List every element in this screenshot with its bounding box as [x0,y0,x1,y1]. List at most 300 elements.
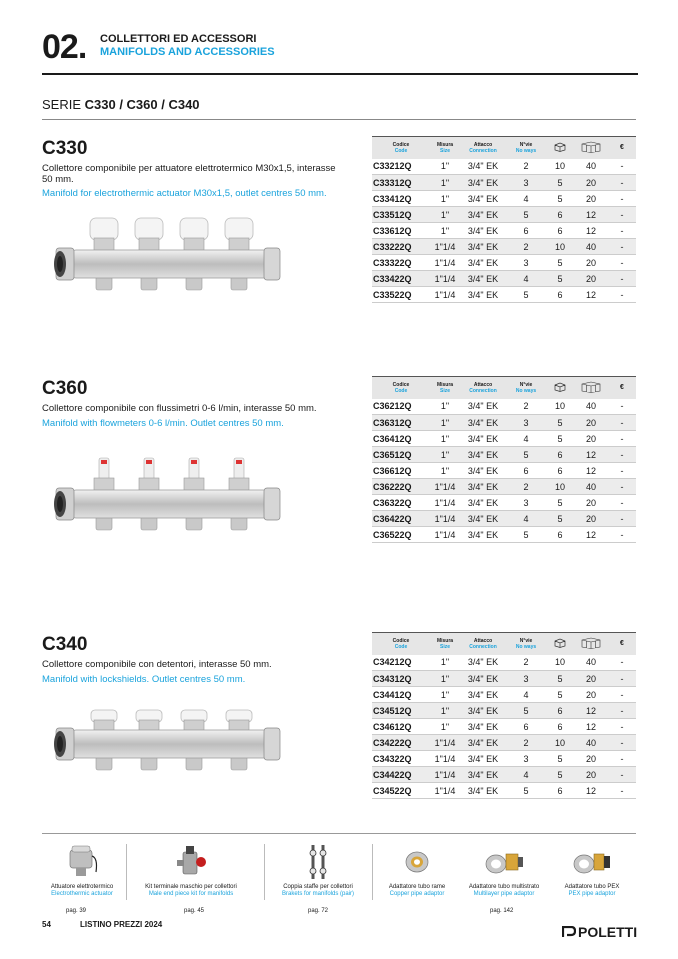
ways-cell: 5 [506,447,546,463]
table-row[interactable] [372,479,636,495]
box-qty-cell: 5 [546,511,574,527]
series-divider [42,119,636,120]
price-cell: - [608,703,636,719]
accessory-actuator[interactable] [42,840,122,898]
price-cell: - [608,447,636,463]
carton-qty-cell: 40 [574,399,608,415]
price-cell: - [608,783,636,799]
page-ref-end-kit[interactable]: pag. 45 [184,908,205,914]
carton-qty-cell: 20 [574,767,608,783]
table-row[interactable] [372,527,636,543]
ways-cell: 4 [506,687,546,703]
ways-cell: 5 [506,703,546,719]
connection-cell: 3/4" EK [460,223,506,239]
carton-qty-cell: 40 [574,159,608,175]
accessory-label-it: Kit terminale maschio per collettori [145,884,237,890]
ways-cell: 4 [506,271,546,287]
code-cell: C34212Q [372,655,430,671]
product-section-c340 [42,634,636,864]
price-cell: - [608,687,636,703]
box-qty-cell: 10 [546,399,574,415]
connection-cell: 3/4" EK [460,735,506,751]
accessory-label-en: Electrothermic actuator [51,891,113,897]
product-section-c330 [42,138,636,368]
size-cell: 1" [430,223,460,239]
table-row[interactable] [372,463,636,479]
box-icon [546,137,574,159]
connection-cell: 3/4" EK [460,431,506,447]
price-cell: - [608,287,636,303]
table-row[interactable] [372,751,636,767]
accessory-label-it: Adattatore tubo rame [388,884,446,890]
connection-cell: 3/4" EK [460,671,506,687]
size-cell: 1"1/4 [430,287,460,303]
table-row[interactable] [372,159,636,175]
box-qty-cell: 5 [546,191,574,207]
table-row[interactable] [372,783,636,799]
ways-cell: 3 [506,415,546,431]
carton-qty-cell: 20 [574,687,608,703]
carton-qty-cell: 20 [574,671,608,687]
connection-cell: 3/4" EK [460,527,506,543]
product-photo [52,456,282,541]
box-qty-cell: 6 [546,447,574,463]
table-row[interactable] [372,415,636,431]
size-cell: 1" [430,207,460,223]
code-cell: C36322Q [372,495,430,511]
code-cell: C34512Q [372,703,430,719]
end-piece-kit-icon [136,840,246,884]
size-cell: 1"1/4 [430,527,460,543]
box-qty-cell: 5 [546,671,574,687]
box-qty-cell: 5 [546,687,574,703]
size-cell: 1" [430,415,460,431]
table-row[interactable] [372,671,636,687]
connection-cell: 3/4" EK [460,495,506,511]
price-cell: - [608,495,636,511]
carton-qty-cell: 40 [574,479,608,495]
ways-cell: 6 [506,719,546,735]
size-cell: 1"1/4 [430,735,460,751]
connection-cell: 3/4" EK [460,655,506,671]
section-desc-en: Manifold with lockshields. Outlet centres 50 mm. [42,674,246,685]
brand-logo [562,924,637,940]
ways-cell: 3 [506,255,546,271]
box-qty-cell: 6 [546,223,574,239]
section-title: C330 [42,138,88,159]
header-divider [42,73,638,75]
table-row[interactable] [372,239,636,255]
connection-cell: 3/4" EK [460,447,506,463]
price-table [372,136,636,303]
page-ref-adaptors[interactable]: pag. 142 [490,908,514,914]
multilayer-adaptor-icon [458,840,550,884]
size-cell: 1" [430,687,460,703]
logo-mark-icon [562,926,576,938]
bracket-icon [276,840,360,884]
code-cell: C33422Q [372,271,430,287]
size-cell: 1" [430,191,460,207]
price-cell: - [608,767,636,783]
price-table [372,376,636,543]
carton-qty-cell: 12 [574,719,608,735]
accessory-pex-adaptor[interactable] [554,840,630,898]
col-price: € [620,639,624,647]
price-cell: - [608,479,636,495]
price-cell: - [608,207,636,223]
accessory-label-en: Multilayer pipe adaptor [473,891,535,897]
box-qty-cell: 6 [546,527,574,543]
box-qty-cell: 10 [546,735,574,751]
accessory-label-en: PEX pipe adaptor [568,891,616,897]
size-cell: 1" [430,655,460,671]
accessory-brackets[interactable] [276,840,360,898]
size-cell: 1"1/4 [430,783,460,799]
accessory-label-en: Copper pipe adaptor [389,891,445,897]
table-header-row [372,137,636,159]
carton-qty-cell: 20 [574,175,608,191]
code-cell: C34322Q [372,751,430,767]
size-cell: 1" [430,671,460,687]
code-cell: C36612Q [372,463,430,479]
code-cell: C34422Q [372,767,430,783]
table-header-row [372,377,636,399]
connection-cell: 3/4" EK [460,719,506,735]
ways-cell: 3 [506,751,546,767]
price-cell: - [608,655,636,671]
carton-qty-cell: 20 [574,271,608,287]
table-row[interactable] [372,191,636,207]
carton-qty-cell: 40 [574,655,608,671]
col-size: Misura Size [436,141,454,154]
accessory-label-it: Adattatore tubo PEX [564,884,620,890]
connection-cell: 3/4" EK [460,767,506,783]
carton-qty-cell: 20 [574,431,608,447]
code-cell: C36212Q [372,399,430,415]
connection-cell: 3/4" EK [460,255,506,271]
ways-cell: 2 [506,239,546,255]
size-cell: 1"1/4 [430,511,460,527]
col-code: Codice Code [392,381,410,394]
box-qty-cell: 6 [546,783,574,799]
size-cell: 1" [430,159,460,175]
code-cell: C33312Q [372,175,430,191]
connection-cell: 3/4" EK [460,783,506,799]
chapter-header [42,30,638,76]
carton-qty-cell: 12 [574,223,608,239]
col-price: € [620,143,624,151]
ways-cell: 6 [506,223,546,239]
col-size: Misura Size [436,637,454,650]
price-cell: - [608,719,636,735]
box-qty-cell: 6 [546,207,574,223]
table-row[interactable] [372,495,636,511]
carton-qty-cell: 40 [574,735,608,751]
code-cell: C33322Q [372,255,430,271]
col-connection: Attacco Connection [469,637,497,650]
connection-cell: 3/4" EK [460,175,506,191]
size-cell: 1" [430,703,460,719]
col-code: Codice Code [392,637,410,650]
ways-cell: 5 [506,287,546,303]
table-row[interactable] [372,655,636,671]
table-row[interactable] [372,719,636,735]
ways-cell: 5 [506,207,546,223]
code-cell: C34412Q [372,687,430,703]
chapter-title-it: COLLETTORI ED ACCESSORI [100,33,257,45]
ways-cell: 2 [506,735,546,751]
carton-qty-cell: 20 [574,751,608,767]
size-cell: 1"1/4 [430,751,460,767]
connection-cell: 3/4" EK [460,191,506,207]
carton-qty-cell: 20 [574,511,608,527]
carton-qty-cell: 12 [574,463,608,479]
connection-cell: 3/4" EK [460,271,506,287]
box-qty-cell: 10 [546,655,574,671]
col-price: € [620,383,624,391]
connection-cell: 3/4" EK [460,287,506,303]
table-row[interactable] [372,255,636,271]
size-cell: 1"1/4 [430,255,460,271]
ways-cell: 2 [506,655,546,671]
size-cell: 1" [430,447,460,463]
connection-cell: 3/4" EK [460,511,506,527]
code-cell: C36312Q [372,415,430,431]
price-cell: - [608,175,636,191]
box-qty-cell: 5 [546,431,574,447]
connection-cell: 3/4" EK [460,687,506,703]
price-cell: - [608,399,636,415]
ways-cell: 5 [506,783,546,799]
size-cell: 1"1/4 [430,239,460,255]
code-cell: C33412Q [372,191,430,207]
carton-icon [574,137,608,159]
product-photo [52,216,282,301]
price-cell: - [608,671,636,687]
size-cell: 1" [430,431,460,447]
carton-qty-cell: 20 [574,415,608,431]
ways-cell: 6 [506,463,546,479]
code-cell: C34222Q [372,735,430,751]
ways-cell: 2 [506,479,546,495]
table-row[interactable] [372,687,636,703]
ways-cell: 3 [506,495,546,511]
price-cell: - [608,223,636,239]
accessory-copper-adaptor[interactable] [380,840,454,898]
connection-cell: 3/4" EK [460,399,506,415]
code-cell: C34522Q [372,783,430,799]
price-cell: - [608,415,636,431]
col-connection: Attacco Connection [469,141,497,154]
size-cell: 1"1/4 [430,495,460,511]
table-row[interactable] [372,767,636,783]
page-number: 54 [42,920,51,929]
box-qty-cell: 5 [546,255,574,271]
section-title: C340 [42,634,88,655]
price-cell: - [608,511,636,527]
box-qty-cell: 6 [546,719,574,735]
section-desc-en: Manifold for electrothermic actuator M30x1,5, outlet centres 50 mm. [42,188,327,199]
size-cell: 1"1/4 [430,479,460,495]
code-cell: C36222Q [372,479,430,495]
footer-title: LISTINO PREZZI 2024 [80,920,163,929]
col-ways: N°vie No ways [515,381,537,394]
connection-cell: 3/4" EK [460,159,506,175]
page-ref-actuator[interactable]: pag. 39 [66,908,87,914]
size-cell: 1"1/4 [430,767,460,783]
accessory-label-it: Attuatore elettrotermico [50,884,114,890]
accessory-separator [264,844,265,900]
ways-cell: 5 [506,527,546,543]
price-cell: - [608,191,636,207]
accessory-label-en: Male end piece kit for manifolds [148,891,234,897]
section-desc-en: Manifold with flowmeters 0-6 l/min. Outlet centres 50 mm. [42,418,284,429]
price-cell: - [608,463,636,479]
table-row[interactable] [372,287,636,303]
code-cell: C33212Q [372,159,430,175]
price-table [372,632,636,799]
ways-cell: 4 [506,191,546,207]
ways-cell: 3 [506,671,546,687]
size-cell: 1" [430,719,460,735]
carton-qty-cell: 12 [574,703,608,719]
price-cell: - [608,527,636,543]
section-desc-it: Collettore componibile con flussimetri 0-6 l/min, interasse 50 mm. [42,403,317,414]
table-row[interactable] [372,223,636,239]
code-cell: C36412Q [372,431,430,447]
carton-qty-cell: 20 [574,191,608,207]
col-ways: N°vie No ways [515,141,537,154]
box-qty-cell: 5 [546,495,574,511]
accessory-end-kit[interactable] [136,840,246,898]
accessory-separator [126,844,127,900]
box-icon [546,377,574,399]
box-qty-cell: 5 [546,767,574,783]
box-qty-cell: 6 [546,463,574,479]
col-ways: N°vie No ways [515,637,537,650]
table-row[interactable] [372,511,636,527]
accessory-multilayer-adaptor[interactable] [458,840,550,898]
carton-qty-cell: 20 [574,255,608,271]
col-code: Codice Code [392,141,410,154]
box-qty-cell: 5 [546,751,574,767]
box-qty-cell: 10 [546,239,574,255]
chapter-number: 02. [42,28,87,66]
accessory-label-en: Brakets for manifolds (pair) [281,891,355,897]
table-header-row [372,633,636,655]
section-desc-it: Collettore componibile con detentori, interasse 50 mm. [42,659,272,670]
copper-adaptor-icon [380,840,454,884]
ways-cell: 4 [506,511,546,527]
series-title: SERIE C330 / C360 / C340 [42,97,200,112]
carton-icon [574,377,608,399]
code-cell: C36522Q [372,527,430,543]
pex-adaptor-icon [554,840,630,884]
connection-cell: 3/4" EK [460,415,506,431]
table-row[interactable] [372,271,636,287]
accessories-divider [42,833,636,834]
connection-cell: 3/4" EK [460,703,506,719]
carton-qty-cell: 12 [574,527,608,543]
ways-cell: 2 [506,159,546,175]
connection-cell: 3/4" EK [460,463,506,479]
section-title: C360 [42,378,88,399]
ways-cell: 4 [506,767,546,783]
box-qty-cell: 5 [546,271,574,287]
price-cell: - [608,751,636,767]
box-qty-cell: 10 [546,159,574,175]
size-cell: 1"1/4 [430,271,460,287]
connection-cell: 3/4" EK [460,751,506,767]
box-qty-cell: 5 [546,175,574,191]
carton-icon [574,633,608,655]
table-row[interactable] [372,175,636,191]
table-row[interactable] [372,399,636,415]
table-row[interactable] [372,447,636,463]
price-cell: - [608,159,636,175]
product-section-c360 [42,378,636,608]
price-cell: - [608,271,636,287]
connection-cell: 3/4" EK [460,239,506,255]
ways-cell: 4 [506,431,546,447]
code-cell: C36422Q [372,511,430,527]
page-ref-brackets[interactable]: pag. 72 [308,908,329,914]
accessory-separator [372,844,373,900]
ways-cell: 2 [506,399,546,415]
table-row[interactable] [372,207,636,223]
price-cell: - [608,735,636,751]
price-cell: - [608,239,636,255]
code-cell: C33222Q [372,239,430,255]
carton-qty-cell: 12 [574,287,608,303]
price-cell: - [608,431,636,447]
code-cell: C34312Q [372,671,430,687]
box-qty-cell: 6 [546,703,574,719]
actuator-icon [42,840,122,884]
accessory-label-it: Adattatore tubo multistrato [468,884,540,890]
code-cell: C34612Q [372,719,430,735]
table-row[interactable] [372,735,636,751]
col-connection: Attacco Connection [469,381,497,394]
carton-qty-cell: 12 [574,447,608,463]
connection-cell: 3/4" EK [460,479,506,495]
code-cell: C33612Q [372,223,430,239]
connection-cell: 3/4" EK [460,207,506,223]
size-cell: 1" [430,399,460,415]
chapter-title-en: MANIFOLDS AND ACCESSORIES [100,46,275,58]
product-photo [52,696,282,781]
box-icon [546,633,574,655]
logo-text: POLETTI [578,924,638,940]
carton-qty-cell: 20 [574,495,608,511]
table-row[interactable] [372,431,636,447]
code-cell: C36512Q [372,447,430,463]
code-cell: C33522Q [372,287,430,303]
carton-qty-cell: 12 [574,207,608,223]
section-desc-it: Collettore componibile per attuatore elettrotermico M30x1,5, interasse 50 mm. [42,163,336,185]
carton-qty-cell: 12 [574,783,608,799]
col-size: Misura Size [436,381,454,394]
box-qty-cell: 10 [546,479,574,495]
table-row[interactable] [372,703,636,719]
accessory-label-it: Coppia staffe per collettori [283,884,353,890]
ways-cell: 3 [506,175,546,191]
price-cell: - [608,255,636,271]
size-cell: 1" [430,463,460,479]
box-qty-cell: 6 [546,287,574,303]
box-qty-cell: 5 [546,415,574,431]
carton-qty-cell: 40 [574,239,608,255]
